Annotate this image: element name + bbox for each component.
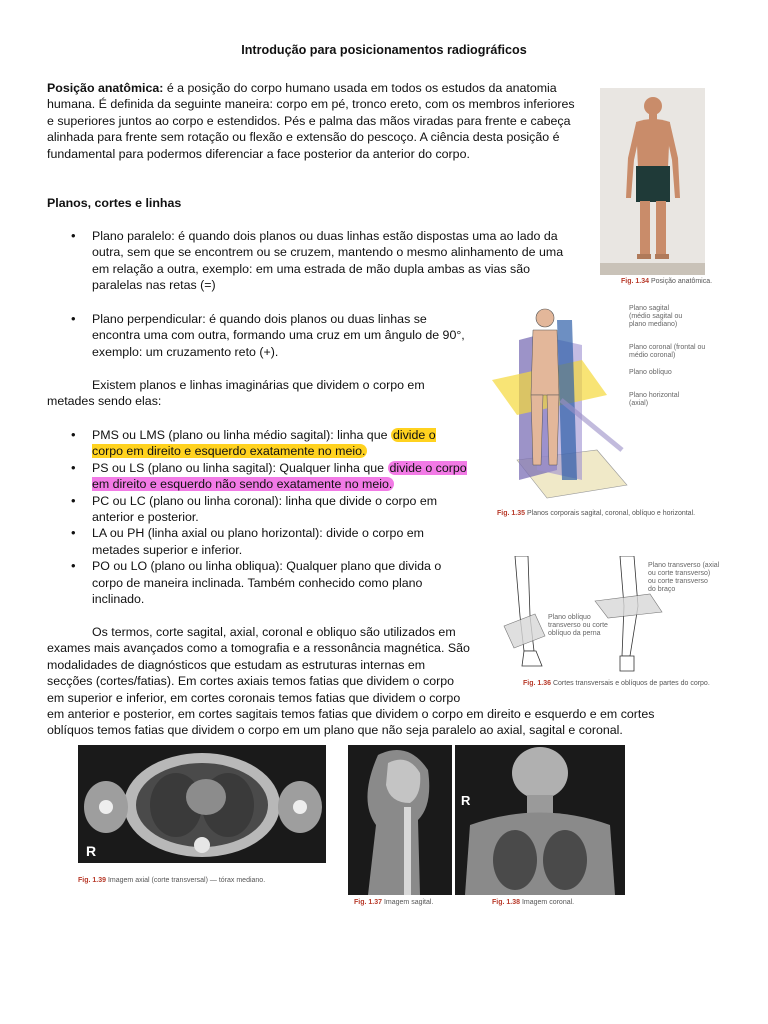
termos-line: oblíquos temos fatias que dividem o corpo em um plano que não seja paralelo ao axial, sagital e coronal. <box>47 723 623 738</box>
bullet-list-paralelo <box>47 228 567 294</box>
axial-ct-illustration <box>78 745 326 863</box>
figure-axial-ct-image <box>78 745 326 863</box>
figure-coronal-mri-image <box>455 745 625 895</box>
caption-fig-1-34: Fig. 1.34 Posição anatômica. <box>621 278 713 285</box>
list-item-ps: • PS ou LS (plano ou linha sagital): Qualquer linha que divide o corpo em direito e esquerdo não sendo exatamente no meio. <box>47 460 467 493</box>
label-plano-obliquo-perna: Plano oblíquo transverso ou corte oblíquo da perna <box>548 614 608 637</box>
sagittal-mri-illustration <box>348 745 452 895</box>
existem-paragraph: Existem planos e linhas imaginárias que dividem o corpo em metades sendo elas: <box>47 378 425 409</box>
bullet-list-perpendicular <box>47 311 467 360</box>
label-plano-sagital: Plano sagital (médio sagital ou plano mediano) <box>629 305 683 328</box>
caption-fig-1-39: Fig. 1.39 Imagem axial (corte transversal) — tórax mediano. <box>78 877 266 884</box>
caption-fig-1-36: Fig. 1.36 Cortes transversais e oblíquos de partes do corpo. <box>523 680 710 687</box>
figure-body-planes-diagram <box>487 300 637 500</box>
highlight-yellow: divide o corpo em direito e esquerdo exatamente no meio. <box>92 428 436 459</box>
figure-sagittal-mri-image <box>348 745 452 895</box>
standing-man-illustration <box>600 88 705 275</box>
list-item-pc: • PC ou LC (plano ou linha coronal): linha que divide o corpo em anterior e posterior. <box>47 493 467 526</box>
list-item: • Plano perpendicular: é quando dois planos ou duas linhas se encontra uma com outra, formando uma cruz em um ângulo de 90°, exemplo: um cruzamento reto (+). <box>47 311 467 360</box>
body-planes-illustration <box>487 300 637 500</box>
label-plano-coronal: Plano coronal (frontal ou médio coronal) <box>629 344 706 359</box>
page-title: Introdução para posicionamentos radiográficos <box>241 43 527 57</box>
bullet-list-planos <box>47 427 467 607</box>
posicao-text: é a posição do corpo humano usada em todos os estudos da anatomia humana. É definida da seguinte maneira: corpo em pé, tronco ereto, com os membros inferiores e superiores juntos ao corpo e estendidos. Pés e palma das mãos viradas para frente e cabeça alinhada para frente sem rotação ou flexão e extensão do pescoço. A ciência desta posição é fundamental para podermos diferenciar a face posterior da anterior do corpo. <box>47 81 575 161</box>
highlight-pink: divide o corpo em direito e esquerdo não sendo exatamente no meio. <box>92 460 467 492</box>
termos-line: em superior e inferior, em cortes coronais temos fatias que dividem o corpo <box>47 690 461 705</box>
figure-anatomical-position-photo <box>600 88 705 275</box>
orientation-marker-r: R <box>461 793 471 808</box>
coronal-mri-illustration <box>455 745 625 895</box>
termos-line: exames mais avançados como a tomografia e a ressonância magnética. São <box>47 641 470 656</box>
label-plano-horizontal: Plano horizontal (axial) <box>629 392 680 407</box>
list-item-pms: • PMS ou LMS (plano ou linha médio sagital): linha que divide o corpo em direito e esquerdo exatamente no meio. <box>47 427 467 460</box>
label-plano-obliquo: Plano oblíquo <box>629 369 672 376</box>
orientation-marker-r: R <box>86 843 97 859</box>
list-item-la: • LA ou PH (linha axial ou plano horizontal): divide o corpo em metades superior e inferior. <box>47 525 467 558</box>
termos-line: modalidades de diagnósticos que estudam as estruturas internas em <box>47 657 426 672</box>
list-item: • Plano paralelo: é quando dois planos ou duas linhas estão dispostas uma ao lado da outra, sem que se encontrem ou se cruzem, mantendo o mesmo alinhamento de uma em relação a outra, exemplo: em uma estrada de mão dupla ambas as vias são paralelas nas retas (=) <box>47 228 567 294</box>
termos-line: secções (cortes/fatias). Em cortes axiais temos fatias que dividem o corpo <box>47 674 454 689</box>
caption-fig-1-38: Fig. 1.38 Imagem coronal. <box>492 899 575 906</box>
list-item-po: • PO ou LO (plano ou linha obliqua): Qualquer plano que divida o corpo de maneira inclinada. Também conhecido como plano inclinado. <box>47 558 467 607</box>
posicao-heading: Posição anatômica: <box>47 81 164 95</box>
caption-fig-1-37: Fig. 1.37 Imagem sagital. <box>354 899 434 906</box>
termos-line: em anterior e posterior, em cortes sagitais temos fatias que dividem o corpo em direito e esquerdo e em cortes <box>47 707 655 722</box>
posicao-paragraph <box>47 80 577 162</box>
label-plano-transverso: Plano transverso (axial ou corte transverso) ou corte transverso do braço <box>648 562 720 593</box>
termos-line: Os termos, corte sagital, axial, coronal e obliquo são utilizados em <box>92 625 456 639</box>
caption-fig-1-35: Fig. 1.35 Planos corporais sagital, coronal, oblíquo e horizontal. <box>497 510 696 517</box>
planos-heading: Planos, cortes e linhas <box>47 196 182 210</box>
